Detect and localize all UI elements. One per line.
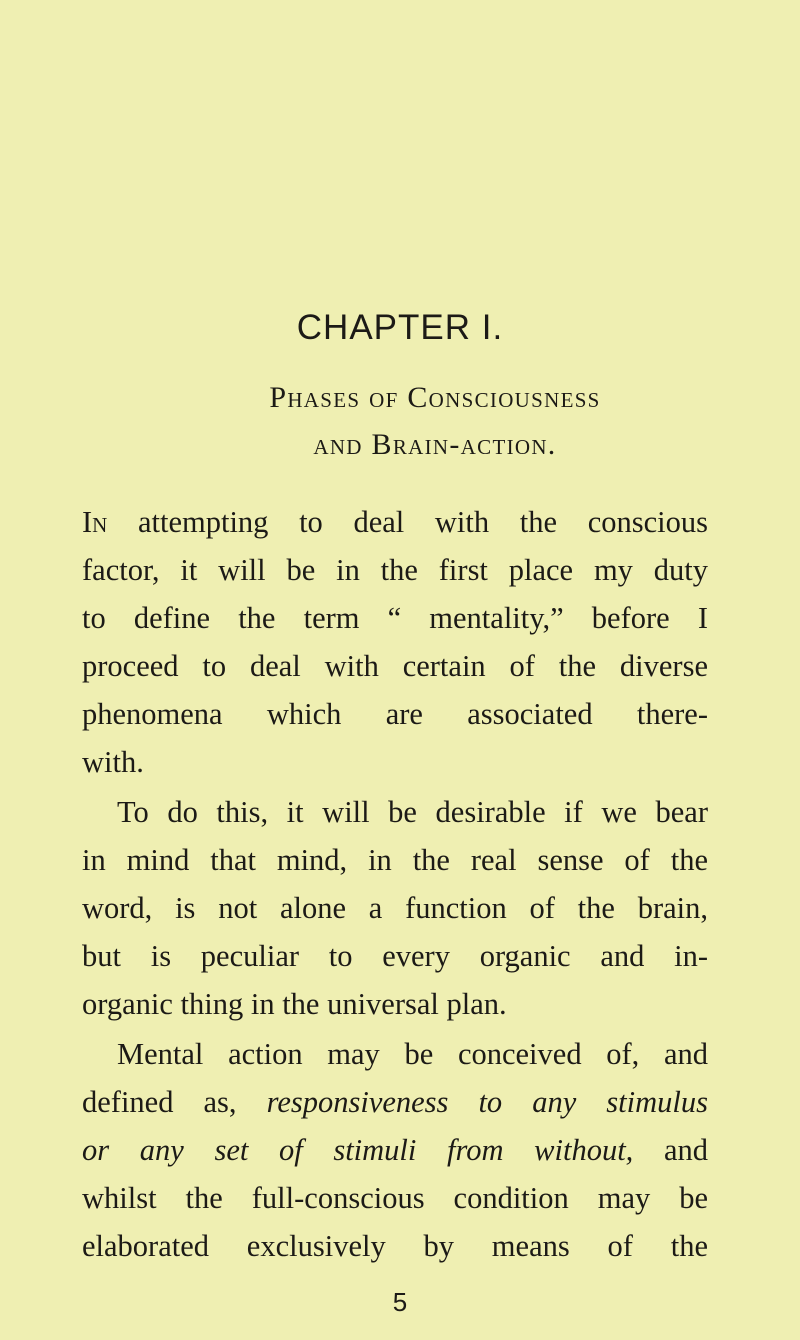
text-line: elaborated exclusively by means of the xyxy=(82,1229,708,1263)
text-line: or any set of stimuli from without, and xyxy=(82,1133,708,1167)
text-line: whilst the full-conscious condition may be xyxy=(82,1181,708,1215)
italic-phrase: responsiveness to any stimulus xyxy=(266,1085,708,1119)
chapter-heading: CHAPTER I. xyxy=(296,308,504,347)
text-line: to define the term “ mentality,” before I xyxy=(82,601,708,635)
text-line: but is peculiar to every organic and in- xyxy=(82,939,708,973)
text-line: In attempting to deal with the conscious xyxy=(82,505,708,539)
text-line: organic thing in the universal plan. xyxy=(82,987,507,1021)
text-line: To do this, it will be desirable if we bear xyxy=(117,795,708,829)
text-line: Mental action may be conceived of, and xyxy=(117,1037,708,1071)
text-line: with. xyxy=(82,745,144,779)
text-line: proceed to deal with certain of the diverse xyxy=(82,649,708,683)
chapter-subtitle: Phases of Consciousness and Brain-action. xyxy=(269,381,601,461)
text-line: defined as, responsiveness to any stimulus xyxy=(82,1085,708,1119)
text-line: word, is not alone a function of the brain, xyxy=(82,891,708,925)
page-number: 5 xyxy=(392,1287,408,1317)
text-line: phenomena which are associated there- xyxy=(82,697,708,731)
text-line: in mind that mind, in the real sense of the xyxy=(82,843,708,877)
drop-word: In xyxy=(82,505,108,539)
italic-phrase: or any set of stimuli from without, xyxy=(82,1133,634,1167)
text-line: factor, it will be in the first place my duty xyxy=(82,553,708,587)
